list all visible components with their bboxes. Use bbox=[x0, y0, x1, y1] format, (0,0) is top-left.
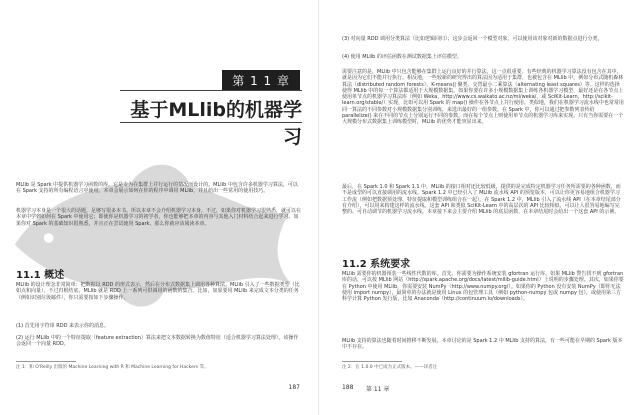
step-1: (1) 首先用字符串 RDD 来表示你的消息。 bbox=[16, 323, 110, 329]
page-number: 188 bbox=[342, 384, 354, 391]
footnote: 注 1：和 O'Reilly 出版的 Machine Learning with R 和 Machine Learning for Hackers 等。 bbox=[16, 365, 209, 370]
left-page bbox=[0, 0, 319, 415]
intro-paragraph-2: 机器学习本身是一个很大的话题，足够写很多本书。所以本章不会介绍机器学习本身。不过，如果你对机器学习很熟悉，就可以在本章中学到如何在 Spark 中使用它；即使你是机器学习的初学者，你也能够把本章的内容与其他入门材料结合起来进行学习。如果你对 Spark 的基础知识很熟悉，并且正在尝试使用 Spark，那么你就应该阅读本章。 bbox=[16, 208, 302, 227]
paragraph-pipeline-api: 最后，在 Spark 1.0 和 Spark 1.1 中，MLlib 的接口相对还比较低级，提供的是完成特定机器学习任务所需要的各种函数，而不是成型的可以直接调用的流水线。Spark 1.2 中已经引入了 MLlib 流水线 API 的预览版本，可以让你更容易地组合机器学习工作流（例如把数据预处理、特征提取和模型训练组合在一起）。在 Spark 1.2 中，MLlib 引入了流水线 API（在本章结尾部分有介绍），可以用来构建这样的流水线。这套 API 和类似 SciKit-Learn 中的高层次的 API 比较相似，可以让人很容易地编写完整的、可自动调节的机器学习流水线。本章接下来会主要介绍 MLlib 的底层函数，在本章结尾时会给出一个这套 API 的示例。 bbox=[342, 184, 621, 216]
section-title-11-1: 11.1 概述 bbox=[16, 270, 65, 281]
page-number: 187 bbox=[288, 384, 300, 391]
footnote-rule bbox=[16, 361, 76, 362]
step-2: (2) 运行 MLlib 中的一个特征提取（feature extraction）算法来把文本数据转换为数值特征（适合机器学习算法处理），该操作会返回一个向量 RDD。 bbox=[16, 335, 299, 348]
right-page bbox=[322, 0, 640, 415]
paragraph-system-requirements: MLlib 需要你的机器预装一些线性代数的库。首先，你需要为操作系统安装 gfortran 运行库。如果 MLlib 警告找不到 gfortran 库的话，可以按 MLlib 网站（http://spark.apache.org/docs/latest/mllib-guide.html）上说明的步骤处理。其次，如果你要在 Python 中使用 MLlib，你需要安装 NumPy（http://www.numpy.org/）。如果你的 Python 没有安装 NumPy（即你无法使用 import numpy），最简单的办法就是使用 Linux 的包管理工具（例如 python-numpy 包或 numpy 包），或使用第三方科学计算 Python 发行版，比如 Anaconda（http://continuum.io/downloads）。 bbox=[342, 271, 624, 303]
step-3: (3) 对向量 RDD 调用分类算法（比如逻辑回归）；这步会返回一个模型对象，可以使用该对象对新的数据点进行分类。 bbox=[342, 36, 603, 42]
footnote-rule bbox=[342, 361, 402, 362]
chapter-title: 基于MLlib的机器学习 bbox=[130, 99, 302, 148]
title-rule-bottom bbox=[120, 122, 302, 123]
intro-paragraph-1: MLlib 是 Spark 中提供机器学习函数的库。它是专为在集群上并行运行的情况而设计的。MLlib 中包含许多机器学习算法，可以在 Spark 支持的所有编程语言中使用。本章会展示如何在你的程序中调用 MLlib，并且给出一些常用的使用技巧。 bbox=[16, 182, 298, 195]
footnote: 注 2：在 1.0.0 中已成为正式版本。——译者注 bbox=[342, 365, 438, 370]
step-4: (4) 使用 MLlib 的评估函数在测试数据集上评估模型。 bbox=[342, 54, 462, 60]
chapter-label: 第 1 1 章 bbox=[222, 70, 300, 91]
paragraph-parallel-algorithms: 需要注意的是，MLlib 中只包含能够在集群上运行良好的并行算法，这一点很重要。有些经典的机器学习算法没有包含在其中，就是因为它们不能并行执行。相反地，一些较新的研究得出的算法因为适用于集群，也被包含在 MLlib 中，例如分布式随机森林算法（distributed random forests）、K-means|| 聚类、交替最小二乘算法（alternating least squares）等。这样的选择使得 MLlib 中的每一个算法都适用于大规模数据集。如果你要在许多小规模数据集上训练各机器学习模型，最好还是在各节点上使用单节点的机器学习算法库（例如 Weka，http://www.cs.waikato.ac.nz/ml/weka/，或 SciKit-Learn，http://scikit-learn.org/stable/）实现，比如可以用 Spark 的 map() 操作在各节点上并行使用。类似地，我们在机器学习流水线中也常常用同一算法的不同参数对小规模数据集分别训练，来选出最好的一组参数。在 Spark 中，你可以通过把参数列表传给 parallelize() 来在不同的节点上分别运行不同的参数，而在每个节点上则使用单节点的机器学习库来实现。只有当你需要在一个大规模分布式数据集上训练模型时，MLlib 的优势才能突显出来。 bbox=[342, 69, 624, 126]
running-head: 第 11 章 bbox=[366, 386, 390, 393]
overview-paragraph: MLlib 的设计理念非常简单：把数据以 RDD 的形式表示，然后在分布式数据集上调用各种算法。MLlib 引入了一些数据类型（比如点和向量），不过归根结底，MLlib 就是 RDD 上一系列可供调用的函数的集合。比如，如果要用 MLlib 来完成文本分类的任务（例如识别垃圾邮件），你只需要按如下步骤操作。 bbox=[16, 282, 300, 301]
section-title-11-2: 11.2 系统要求 bbox=[342, 259, 411, 270]
title-rule-top bbox=[120, 90, 302, 91]
paragraph-algorithm-versions: MLlib 支持的算法也随着时间推移不断发展。本章讨论的是 Spark 1.2 中 MLlib 支持的算法，有一些可能在早期的 Spark 版本中不存在。 bbox=[342, 338, 623, 351]
